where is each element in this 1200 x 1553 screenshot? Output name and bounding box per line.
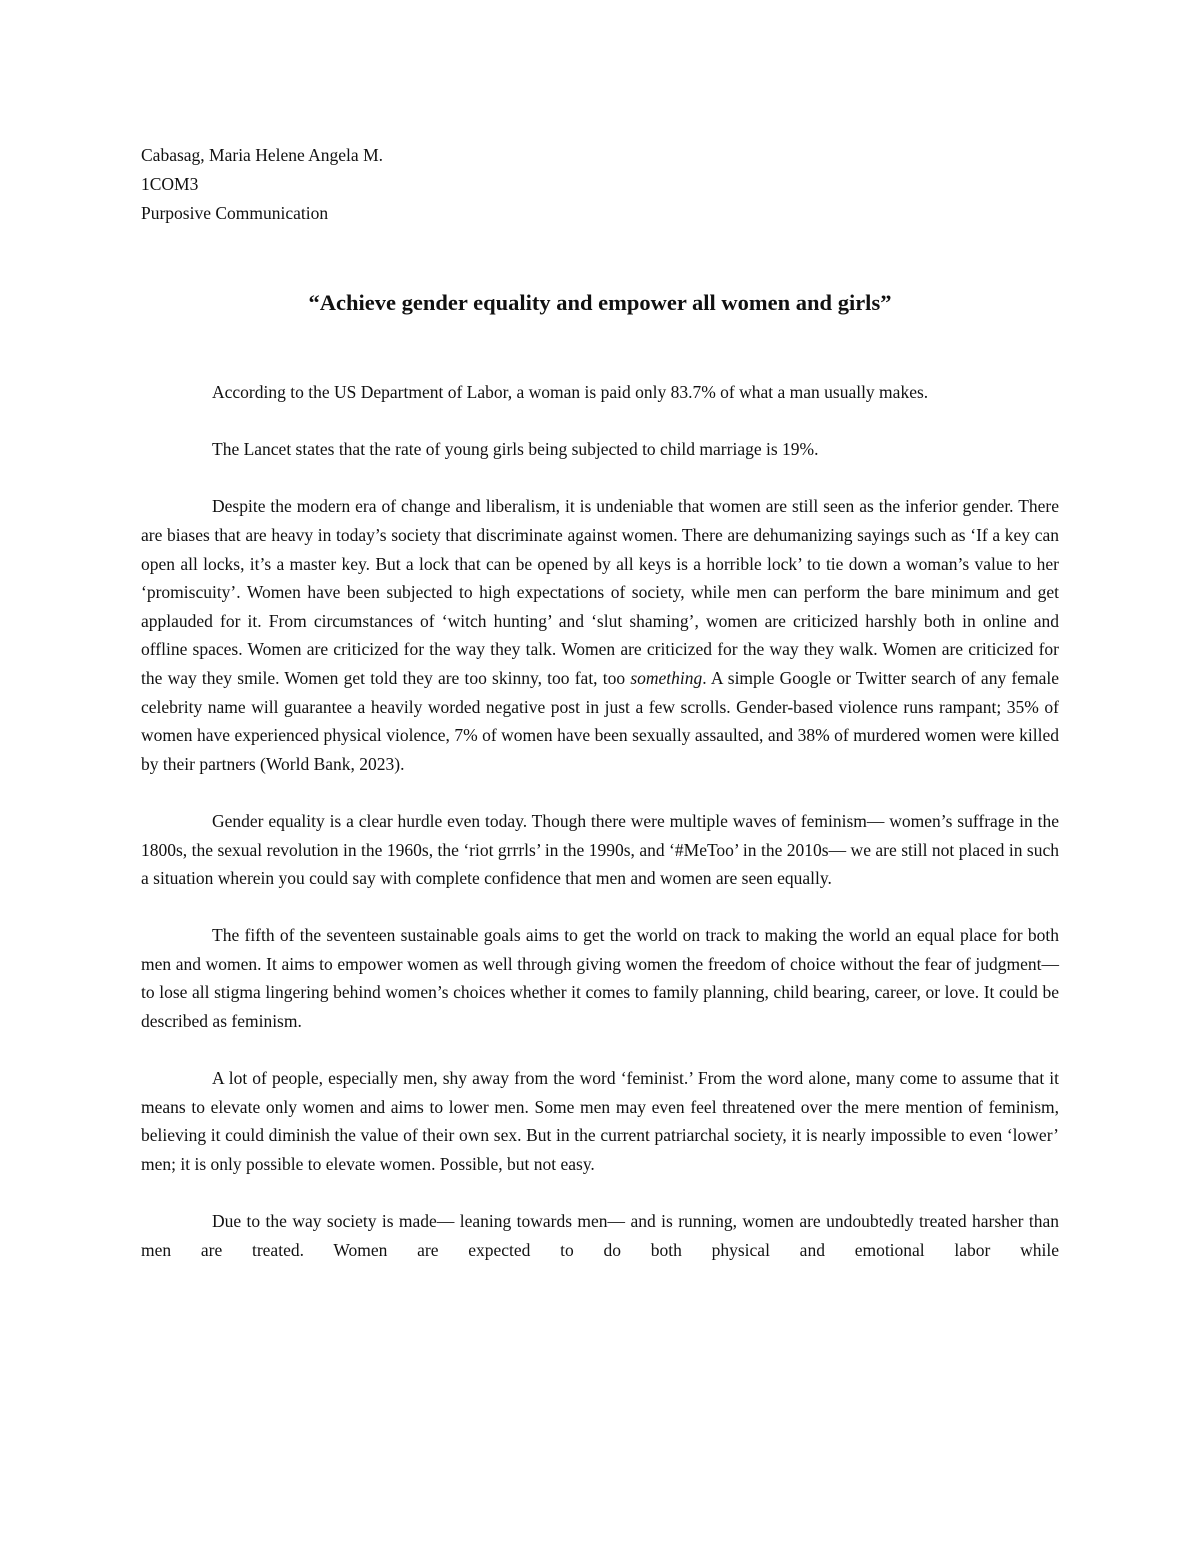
paragraph-3-text-end: . A simple Google or Twitter search of any female celebrity name will guarantee a heavily worded negative post in just a few scrolls. Gender-based violence runs rampant; 35% of women have experienced physical violence, 7% of women have been sexually assaulted, and 38% of murdered women were killed by their partners (World Bank, 2023). [141, 667, 1060, 774]
paragraph-2: The Lancet states that the rate of young girls being subjected to child marriage is 19%. [212, 439, 819, 460]
paragraph-5: The fifth of the seventeen sustainable goals aims to get the world on track to making the world an equal place for both men and women. It aims to empower women as well through giving women the freedom of choice without the fear of judgment— to lose all stigma lingering behind women’s choices whether it comes to family planning, child bearing, career, or love. It could be described as feminism. [141, 925, 1059, 1032]
paragraph-6: A lot of people, especially men, shy away from the word ‘feminist.’ From the word alone, many come to assume that it means to elevate only women and aims to lower men. Some men may even feel threatened over the mere mention of feminism, believing it could diminish the value of their own sex. But in the current patriarchal society, it is nearly impossible to even ‘lower’ men; it is only possible to elevate women. Possible, but not easy. [141, 1068, 1059, 1175]
essay-body [141, 378, 1059, 1264]
course-name: Purposive Communication [141, 203, 329, 223]
paragraph-1: According to the US Department of Labor, a woman is paid only 83.7% of what a man usually makes. [212, 382, 929, 402]
author-name: Cabasag, Maria Helene Angela M. [141, 145, 384, 165]
document-header [141, 141, 383, 228]
class-section: 1COM3 [141, 174, 199, 194]
essay-title: “Achieve gender equality and empower all women and girls” [308, 290, 892, 315]
paragraph-3 [141, 492, 1059, 778]
paragraph-3-text-start: Despite the modern era of change and liberalism, it is undeniable that women are still seen as the inferior gender. There are biases that are heavy in today’s society that discriminate against women. There are dehumanizing sayings such as ‘If a key can open all locks, it’s a master key. But a lock that can be opened by all keys is a horrible lock’ to tie down a woman’s value to her ‘promiscuity’. Women have been subjected to high expectations of society, while men can perform the bare minimum and get applauded for it. From circumstances of ‘witch hunting’ and ‘slut shaming’, women are criticized harshly both in online and offline spaces. Women are criticized for the way they talk. Women are criticized for the way they walk. Women are criticized for the way they smile. Women get told they are too skinny, too fat, too [141, 496, 1059, 688]
paragraph-7: Due to the way society is made— leaning towards men— and is running, women are undoubtedly treated harsher than men are treated. Women are expected to do both physical and emotional labor while [141, 1211, 1059, 1260]
paragraph-4: Gender equality is a clear hurdle even today. Though there were multiple waves of feminism— women’s suffrage in the 1800s, the sexual revolution in the 1960s, the ‘riot grrrls’ in the 1990s, and ‘#MeToo’ in the 2010s— we are still not placed in such a situation wherein you could say with complete confidence that men and women are seen equally. [141, 810, 1059, 889]
emphasized-word: something [630, 667, 703, 688]
